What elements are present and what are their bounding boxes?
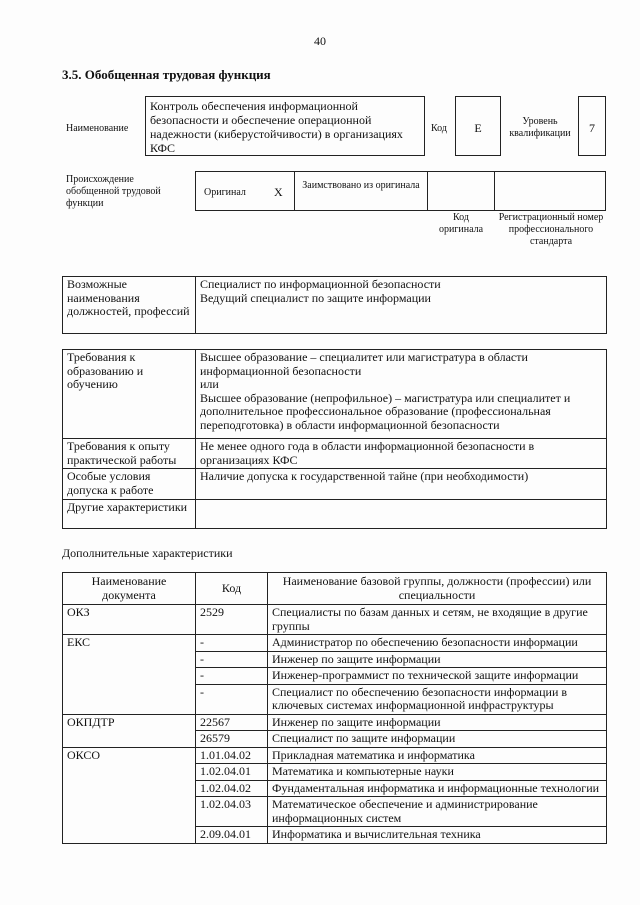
col-name-header: Наименование базовой группы, должности (профессии) или специальности (268, 573, 607, 605)
table-row (63, 747, 607, 764)
req-access-value: Наличие допуска к государственной тайне (при необходимости) (196, 469, 607, 500)
doc-cell: ЕКС (63, 635, 196, 715)
requirements-table (62, 349, 607, 529)
level-value: 7 (578, 96, 606, 156)
req-line: или (200, 377, 219, 391)
name-cell: Прикладная математика и информатика (268, 747, 607, 764)
req-experience-label: Требования к опыту практической работы (63, 439, 196, 469)
req-line: Высшее образование – специалитет или магистратура в области информационной безопасности (200, 350, 528, 378)
col-doc-header: Наименование документа (63, 573, 196, 605)
name-cell: Математическое обеспечение и администрирование информационных систем (268, 797, 607, 827)
name-cell: Специалист по защите информации (268, 731, 607, 748)
level-label: Уровень квалификации (509, 116, 571, 139)
code-label: Код (431, 123, 447, 134)
position-item: Ведущий специалист по защите информации (200, 290, 431, 305)
req-other-label: Другие характеристики (63, 500, 196, 529)
code-cell: 22567 (196, 714, 268, 731)
page-number: 40 (314, 34, 326, 48)
col-code-header: Код (196, 573, 268, 605)
doc-cell: ОКПДТР (63, 714, 196, 747)
code-cell: - (196, 651, 268, 668)
code-caption: Код оригинала (438, 212, 484, 235)
name-cell: Фундаментальная информатика и информационные технологии (268, 780, 607, 797)
name-cell: Инженер по защите информации (268, 651, 607, 668)
positions-label: Возможные наименования должностей, профессий (63, 277, 196, 334)
req-education-values (196, 350, 607, 439)
table-row (63, 605, 607, 635)
table-row (63, 714, 607, 731)
name-cell: Инженер-программист по технической защите информации (268, 668, 607, 685)
origin-borrowed-cell (294, 171, 428, 211)
name-value: Контроль обеспечения информационной безопасности и обеспечение операционной надежности (киберустойчивости) в организациях КФС (145, 96, 425, 156)
doc-cell: ОКСО (63, 747, 196, 843)
origin-reg-cell (494, 171, 606, 211)
req-other-value (196, 500, 607, 529)
origin-label: Происхождение обобщенной трудовой функции (66, 174, 161, 209)
name-cell: Инженер по защите информации (268, 714, 607, 731)
req-line: Высшее образование (непрофильное) – магистратура или специалитет и дополнительное профессиональное образование (профессиональная переподготовка) в области информационной безопасности (200, 390, 571, 432)
code-cell: 2529 (196, 605, 268, 635)
section-title: 3.5. Обобщенная трудовая функция (62, 67, 271, 82)
origin-code-cell (427, 171, 495, 211)
code-cell: 1.01.04.02 (196, 747, 268, 764)
positions-values (196, 277, 607, 334)
code-cell: - (196, 684, 268, 714)
code-cell: 1.02.04.03 (196, 797, 268, 827)
name-cell: Администратор по обеспечению безопасности информации (268, 635, 607, 652)
req-education-label: Требования к образованию и обучению (63, 350, 196, 439)
code-value: E (455, 96, 501, 156)
positions-table (62, 276, 607, 334)
code-cell: 1.02.04.01 (196, 764, 268, 781)
original-label: Оригинал (204, 187, 246, 198)
req-experience-value: Не менее одного года в области информационной безопасности в организациях КФС (196, 439, 607, 469)
code-cell: - (196, 635, 268, 652)
additional-title: Дополнительные характеристики (62, 546, 233, 560)
name-cell: Специалист по обеспечению безопасности информации в ключевых системах информационной инфраструктуры (268, 684, 607, 714)
additional-table (62, 572, 607, 844)
name-label: Наименование (66, 123, 129, 134)
table-row (63, 635, 607, 652)
position-item: Специалист по информационной безопасности (200, 277, 441, 291)
reg-caption: Регистрационный номер профессионального стандарта (498, 212, 604, 247)
req-access-label: Особые условия допуска к работе (63, 469, 196, 500)
doc-cell: ОКЗ (63, 605, 196, 635)
name-cell: Специалисты по базам данных и сетям, не входящие в другие группы (268, 605, 607, 635)
code-cell: 26579 (196, 731, 268, 748)
code-cell: 2.09.04.01 (196, 827, 268, 844)
original-mark: X (274, 185, 283, 199)
name-cell: Информатика и вычислительная техника (268, 827, 607, 844)
borrowed-label: Заимствовано из оригинала (302, 180, 420, 191)
name-cell: Математика и компьютерные науки (268, 764, 607, 781)
code-cell: 1.02.04.02 (196, 780, 268, 797)
code-cell: - (196, 668, 268, 685)
origin-original-cell (195, 171, 295, 211)
